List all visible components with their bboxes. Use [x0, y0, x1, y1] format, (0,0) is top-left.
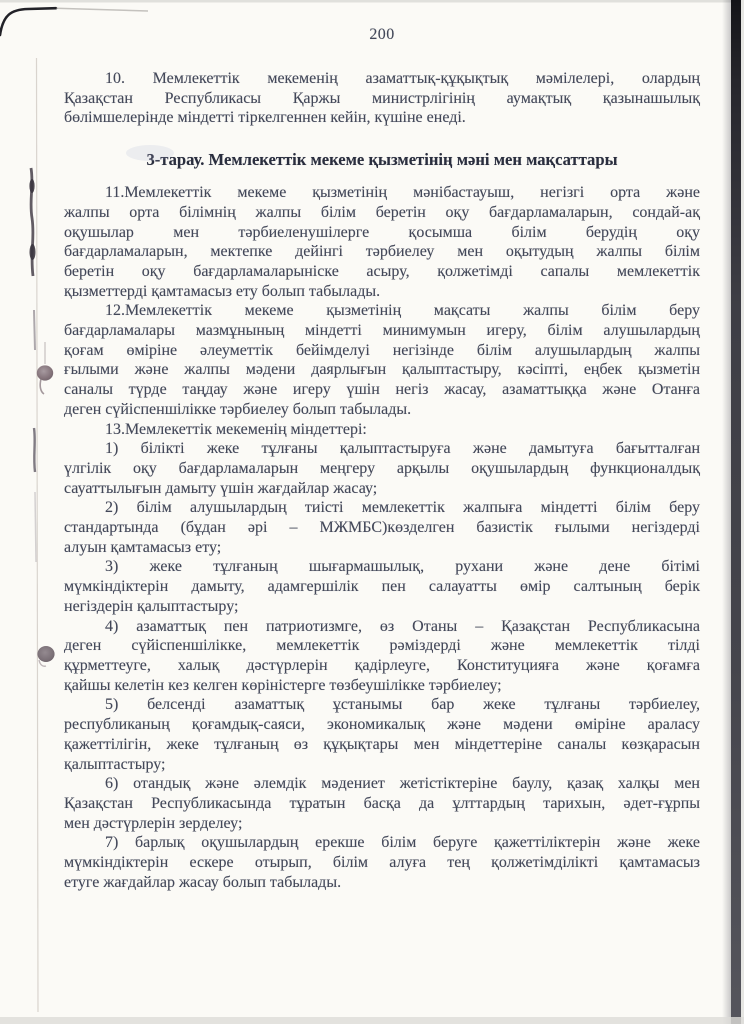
chapter-heading: [64, 149, 700, 170]
task-item-5: [64, 695, 700, 774]
task-item-7: [64, 833, 700, 892]
text-line: ғылыми және жалпы мәдени даярлығын қалыптастыру, кәсіпті, еңбек қызметін: [64, 361, 700, 379]
text-line: 2) білім алушылардың тиісті мемлекеттік жалпыға міндетті білім беру: [105, 499, 700, 517]
task-item-6: [64, 774, 700, 833]
text-line: беретін оқу бағдарламаларыніске асыру, қолжетімді сапалы мемлекеттік: [64, 262, 700, 280]
text-line: Қазақстан Республикасында тұратын басқа да ұлттардың тарихын, әдет-ғұрпы: [64, 794, 700, 812]
text-line: негіздерін қалыптастыру;: [64, 597, 239, 615]
text-line: жалпы орта білімнің жалпы білім беретін оқу бағдарламаларын, сондай-ақ: [64, 203, 700, 221]
text-line: 11.Мемлекеттік мекеме қызметінің мәнібастауыш, негізгі орта және: [105, 184, 700, 202]
text-line: 10. Мемлекеттік мекеменің азаматтық-құқықтық мәмілелері, олардың: [105, 70, 700, 87]
text-line: 3) жеке тұлғаның шығармашылық, рухани және дене бітімі: [105, 558, 700, 576]
text-line: алуын қамтамасыз ету;: [64, 538, 222, 556]
task-item-1: [64, 439, 700, 498]
text-line: бағдарламалары мазмұнының міндетті минимумын игеру, білім алушылардың: [64, 322, 700, 340]
text-line: құрметтеуге, халық дәстүрлерін қадірлеуге, Конституцияға және қоғамға: [64, 656, 700, 674]
para-11: [64, 183, 700, 301]
text-line: стандартында (бұдан әрі – МЖМБС)көзделген базистік ғылыми негіздерді: [64, 519, 700, 537]
text-line: 6) отандық және әлемдік мәдениет жетістіктеріне баулу, қазақ халқы мен: [105, 775, 700, 793]
bottom-edge-shadow: [0, 1017, 744, 1024]
text-line: деген сүйіспеншілікке тәрбиелеу болып табылады.: [64, 400, 412, 418]
para-10: [64, 69, 700, 128]
text-line: қажеттілігін, жеке тұлғаның өз құқықтары мен міндеттеріне саналы көзқарасын: [64, 735, 700, 753]
text-line: Қазақстан Республикасы Қаржы министрлігінің аумақтық қазынашылық: [64, 89, 700, 107]
text-line: қоғам өміріне әлеуметтік бейімделуі негізінде білім алушылардың жалпы: [64, 341, 700, 359]
text-line: бағдарламаларын, мектепке дейінгі тәрбиелеу мен оқытудың жалпы білім: [64, 243, 700, 261]
page-number: 200: [369, 26, 395, 43]
text-line: 5) белсенді азаматтық ұстанымы бар жеке тұлғаны тәрбиелеу,: [105, 696, 700, 714]
text-line: бөлімшелерінде міндетті тіркелгеннен кейін, күшіне енеді.: [64, 109, 466, 127]
hole-punch-bottom: [37, 646, 54, 666]
text-line: 4) азаматтық пен патриотизмге, өз Отаны – Қазақстан Республикасына: [105, 617, 700, 635]
page-left-edge-line: [37, 58, 39, 1012]
heading-line: 3-тарау. Мемлекеттік мекеме қызметінің мәні мен мақсаттары: [146, 150, 618, 170]
text-line: сауаттылығын дамыту үшін жағдайлар жасау;: [64, 479, 378, 497]
text-line: 12.Мемлекеттік мекеме қызметінің мақсаты жалпы білім беру: [105, 302, 700, 320]
document-body: [64, 69, 700, 892]
text-line: етуге жағдайлар жасау болып табылады.: [64, 873, 342, 891]
task-item-4: [64, 617, 700, 696]
para-12: [64, 301, 700, 419]
hole-punch-top: [37, 342, 53, 394]
document-content: [64, 0, 700, 892]
text-line: саналы түрде таңдау және игеру үшін негіз жасау, азаматтыққа және Отанға: [64, 381, 700, 399]
text-line: қызметтерді қамтамасыз ету болып табылады.: [64, 282, 381, 300]
text-line: үлгілік оқу бағдарламаларын меңгеру арқылы оқушылардың функционалдық: [64, 459, 700, 477]
text-line: 13.Мемлекеттік мекеменің міндеттері:: [105, 420, 367, 438]
text-line: мен дәстүрлерін зерделеу;: [64, 814, 243, 832]
text-line: қайшы келетін кез келген көріністерге төзбеушілікке тәрбиелеу;: [64, 676, 502, 694]
left-edge-smudges: [29, 168, 36, 562]
text-line: деген сүйіспеншілікке, мемлекеттік рәміздерді және мемлекеттік тілді: [64, 637, 700, 655]
text-line: 7) барлық оқушылардың ерекше білім беруге қажеттіліктерін және жеке: [105, 834, 700, 852]
text-line: қалыптастыру;: [64, 755, 166, 773]
text-line: 1) білікті жеке тұлғаны қалыптастыруға және дамытуға бағытталған: [105, 440, 700, 458]
text-line: мүмкіндіктерін ескере отырып, білім алуға тең қолжетімділікті қамтамасыз: [64, 854, 700, 872]
task-item-3: [64, 557, 700, 616]
text-line: мүмкіндіктерін дамыту, адамгершілік пен салауатты өмір салтының берік: [64, 578, 700, 596]
text-line: оқушылар мен тәрбиеленушілерге қосымша білім берудің оқу: [64, 223, 700, 241]
page-right-edge-shadow: [722, 0, 744, 1024]
para-13: [64, 420, 700, 440]
text-line: республиканың қоғамдық-саяси, экономикалық және мәдени өміріне араласу: [64, 716, 700, 734]
task-item-2: [64, 498, 700, 557]
